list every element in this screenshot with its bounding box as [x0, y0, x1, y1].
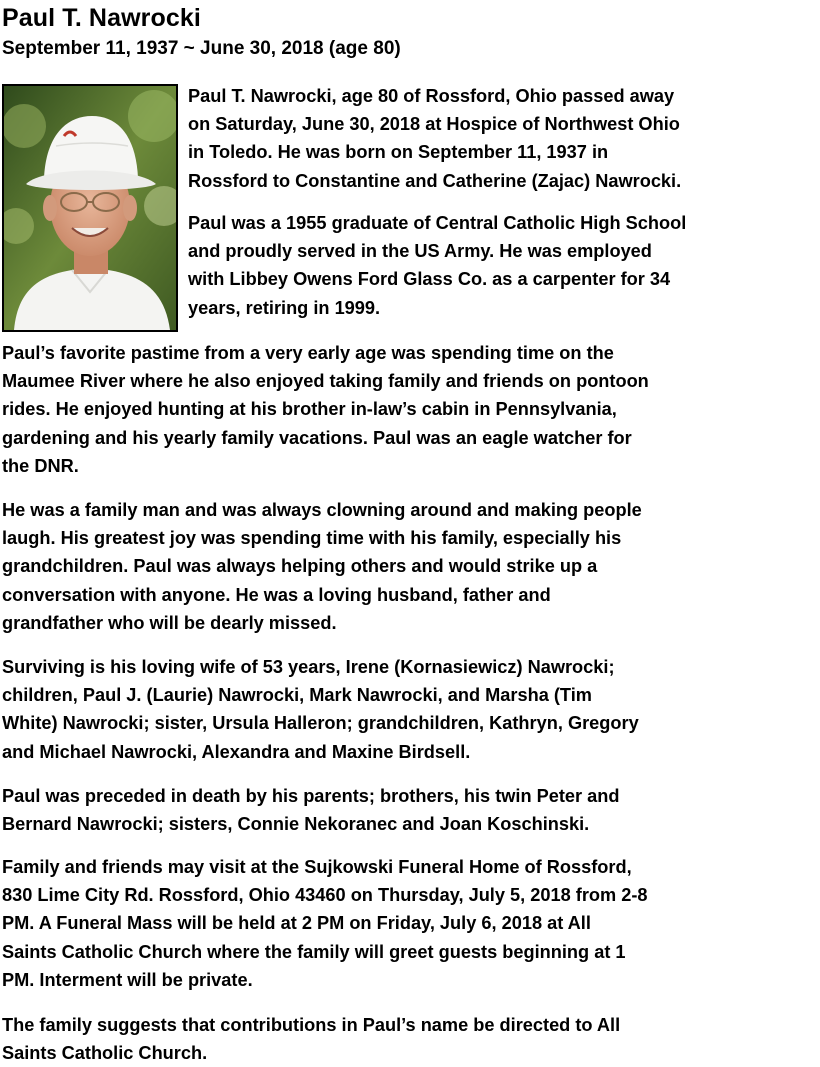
- paragraph-preceded: [2, 782, 620, 838]
- paragraph-line: gardening and his yearly family vacations. Paul was an eagle watcher for: [2, 427, 632, 448]
- paragraph-pastimes: [2, 339, 649, 480]
- paragraph-line: Paul was preceded in death by his parents; brothers, his twin Peter and: [2, 786, 620, 806]
- portrait-photo: [2, 84, 178, 332]
- paragraph-line: the DNR.: [2, 455, 79, 476]
- paragraph-line: Surviving is his loving wife of 53 years, Irene (Kornasiewicz) Nawrocki;: [2, 657, 615, 677]
- page-title: Paul T. Nawrocki: [2, 4, 201, 32]
- paragraph-line: in Toledo. He was born on September 11, 1937 in: [188, 142, 609, 163]
- paragraph-survivors: [2, 653, 639, 766]
- paragraph-intro: [188, 82, 681, 195]
- paragraph-line: Paul T. Nawrocki, age 80 of Rossford, Ohio passed away: [188, 86, 675, 106]
- paragraph-line: Bernard Nawrocki; sisters, Connie Nekoranec and Joan Koschinski.: [2, 814, 590, 835]
- paragraph-line: conversation with anyone. He was a loving husband, father and: [2, 584, 551, 605]
- paragraph-line: years, retiring in 1999.: [188, 297, 381, 318]
- paragraph-career: [188, 209, 686, 322]
- paragraph-line: Saints Catholic Church.: [2, 1043, 208, 1064]
- paragraph-line: The family suggests that contributions in Paul’s name be directed to All: [2, 1015, 621, 1035]
- paragraph-line: Family and friends may visit at the Sujkowski Funeral Home of Rossford,: [2, 857, 632, 877]
- paragraph-line: 830 Lime City Rd. Rossford, Ohio 43460 on Thursday, July 5, 2018 from 2-8: [2, 885, 648, 906]
- paragraph-line: laugh. His greatest joy was spending time with his family, especially his: [2, 528, 622, 549]
- paragraph-line: Maumee River where he also enjoyed taking family and friends on pontoon: [2, 371, 649, 392]
- paragraph-family-man: [2, 496, 642, 637]
- paragraph-line: PM. Interment will be private.: [2, 969, 253, 990]
- paragraph-line: grandfather who will be dearly missed.: [2, 612, 337, 633]
- paragraph-line: Rossford to Constantine and Catherine (Zajac) Nawrocki.: [188, 170, 682, 191]
- paragraph-services: [2, 853, 648, 994]
- paragraph-contributions: [2, 1011, 620, 1067]
- paragraph-line: White) Nawrocki; sister, Ursula Halleron; grandchildren, Kathryn, Gregory: [2, 713, 639, 734]
- paragraph-line: Paul’s favorite pastime from a very early age was spending time on the: [2, 343, 614, 363]
- paragraph-line: Saints Catholic Church where the family will greet guests beginning at 1: [2, 941, 626, 962]
- paragraph-line: PM. A Funeral Mass will be held at 2 PM on Friday, July 6, 2018 at All: [2, 913, 591, 934]
- paragraph-line: with Libbey Owens Ford Glass Co. as a carpenter for 34: [188, 269, 671, 290]
- portrait-photo-icon: [4, 86, 176, 330]
- life-dates: September 11, 1937 ~ June 30, 2018 (age 80): [2, 38, 401, 59]
- paragraph-line: rides. He enjoyed hunting at his brother in-law’s cabin in Pennsylvania,: [2, 399, 617, 420]
- paragraph-line: Paul was a 1955 graduate of Central Catholic High School: [188, 213, 687, 233]
- paragraph-line: He was a family man and was always clowning around and making people: [2, 500, 642, 520]
- paragraph-line: and proudly served in the US Army. He was employed: [188, 241, 652, 262]
- paragraph-line: grandchildren. Paul was always helping others and would strike up a: [2, 556, 598, 577]
- paragraph-line: children, Paul J. (Laurie) Nawrocki, Mark Nawrocki, and Marsha (Tim: [2, 685, 592, 706]
- paragraph-line: on Saturday, June 30, 2018 at Hospice of Northwest Ohio: [188, 114, 680, 135]
- paragraph-line: and Michael Nawrocki, Alexandra and Maxine Birdsell.: [2, 741, 471, 762]
